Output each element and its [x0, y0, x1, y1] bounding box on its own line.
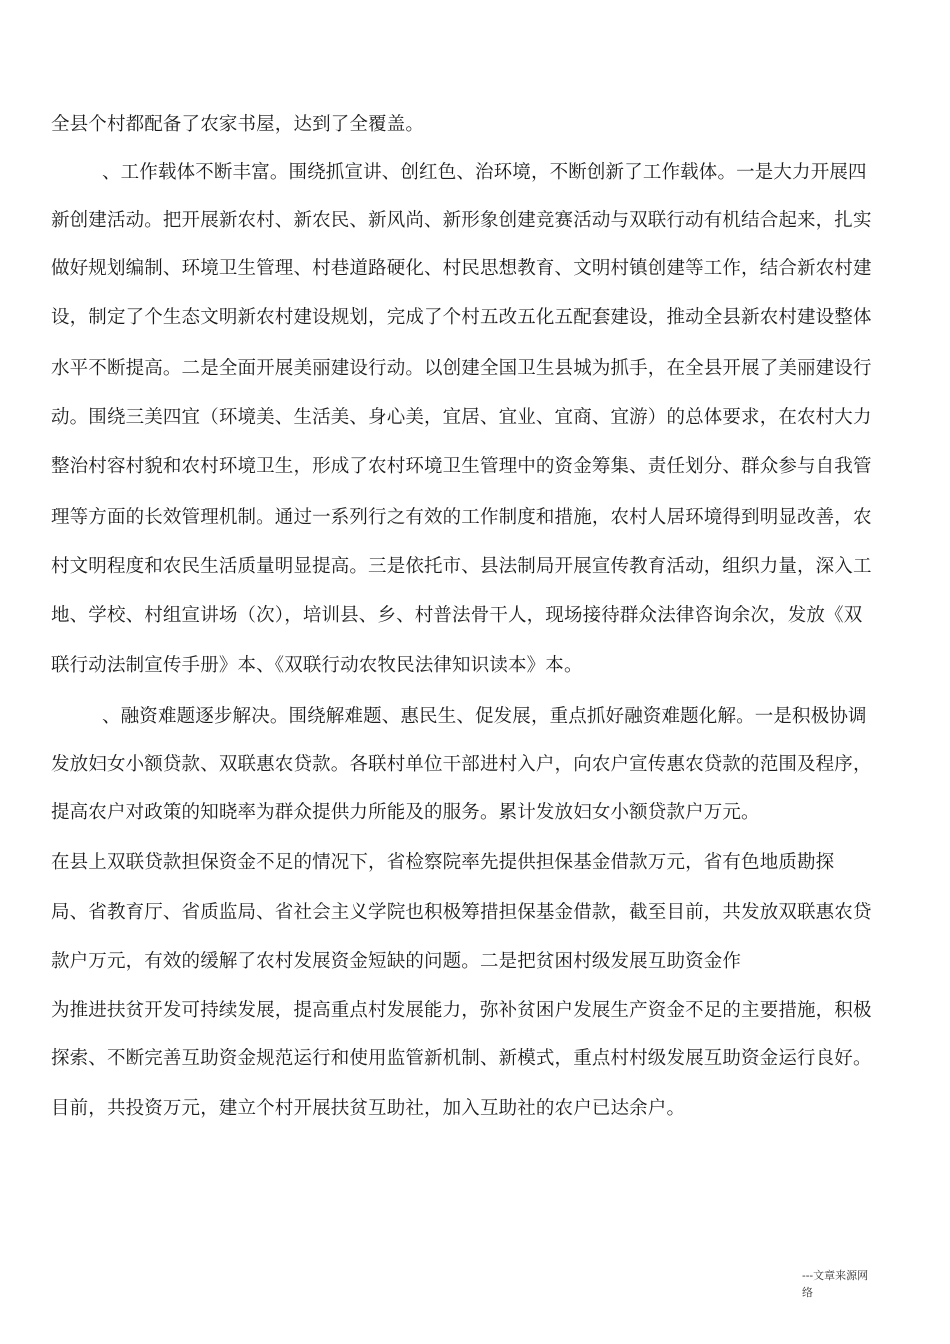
body-text-line: 做好规划编制、环境卫生管理、村巷道路硬化、村民思想教育、文明村镇创建等工作，结合新农村建	[51, 258, 872, 279]
body-text-line: 在县上双联贷款担保资金不足的情况下，省检察院率先提供担保基金借款万元，省有色地质勘探	[51, 852, 835, 873]
body-text-line: 探索、不断完善互助资金规范运行和使用监管新机制、新模式，重点村村级发展互助资金运行良好。	[51, 1048, 872, 1069]
body-text-line: 设，制定了个生态文明新农村建设规划，完成了个村五改五化五配套建设，推动全县新农村建设整体	[51, 307, 872, 328]
body-text-line: 理等方面的长效管理机制。通过一系列行之有效的工作制度和措施，农村人居环境得到明显改善，农	[51, 507, 872, 528]
source-note-continued: 络	[802, 1286, 813, 1299]
body-text-line: 动。围绕三美四宜（环境美、生活美、身心美，宜居、宜业、宜商、宜游）的总体要求，在农村大力	[51, 407, 872, 428]
body-text-line: 新创建活动。把开展新农村、新农民、新风尚、新形象创建竞赛活动与双联行动有机结合起来，扎实	[51, 210, 872, 231]
body-text-line: 为推进扶贫开发可持续发展，提高重点村发展能力，弥补贫困户发展生产资金不足的主要措施，积极	[51, 1000, 872, 1021]
body-text-line: 全县个村都配备了农家书屋，达到了全覆盖。	[51, 114, 425, 135]
body-text-line: 局、省教育厅、省质监局、省社会主义学院也积极筹措担保基金借款，截至目前，共发放双联惠农贷	[51, 902, 872, 923]
body-text-line: 水平不断提高。二是全面开展美丽建设行动。以创建全国卫生县城为抓手，在全县开展了美丽建设行	[51, 358, 872, 379]
source-note: ---文章来源网	[802, 1269, 869, 1282]
paragraph-start-line: 、工作载体不断丰富。围绕抓宣讲、创红色、治环境，不断创新了工作载体。一是大力开展四	[102, 162, 867, 183]
body-text-line: 整治村容村貌和农村环境卫生，形成了农村环境卫生管理中的资金筹集、责任划分、群众参与自我管	[51, 456, 872, 477]
body-text-line: 地、学校、村组宣讲场（次），培训县、乡、村普法骨干人，现场接待群众法律咨询余次，发放《双	[51, 605, 863, 626]
body-text-line: 款户万元，有效的缓解了农村发展资金短缺的问题。二是把贫困村级发展互助资金作	[51, 951, 742, 972]
body-text-line: 发放妇女小额贷款、双联惠农贷款。各联村单位干部进村入户，向农户宣传惠农贷款的范围及程序，	[51, 754, 872, 775]
body-text-line: 目前，共投资万元，建立个村开展扶贫互助社，加入互助社的农户已达余户。	[51, 1098, 686, 1119]
body-text-line: 村文明程度和农民生活质量明显提高。三是依托市、县法制局开展宣传教育活动，组织力量，深入工	[51, 556, 872, 577]
paragraph-start-line: 、融资难题逐步解决。围绕解难题、惠民生、促发展，重点抓好融资难题化解。一是积极协调	[102, 706, 867, 727]
body-text-line: 联行动法制宣传手册》本、《双联行动农牧民法律知识读本》本。	[51, 655, 583, 676]
body-text-line: 提高农户对政策的知晓率为群众提供力所能及的服务。累计发放妇女小额贷款户万元。	[51, 802, 760, 823]
